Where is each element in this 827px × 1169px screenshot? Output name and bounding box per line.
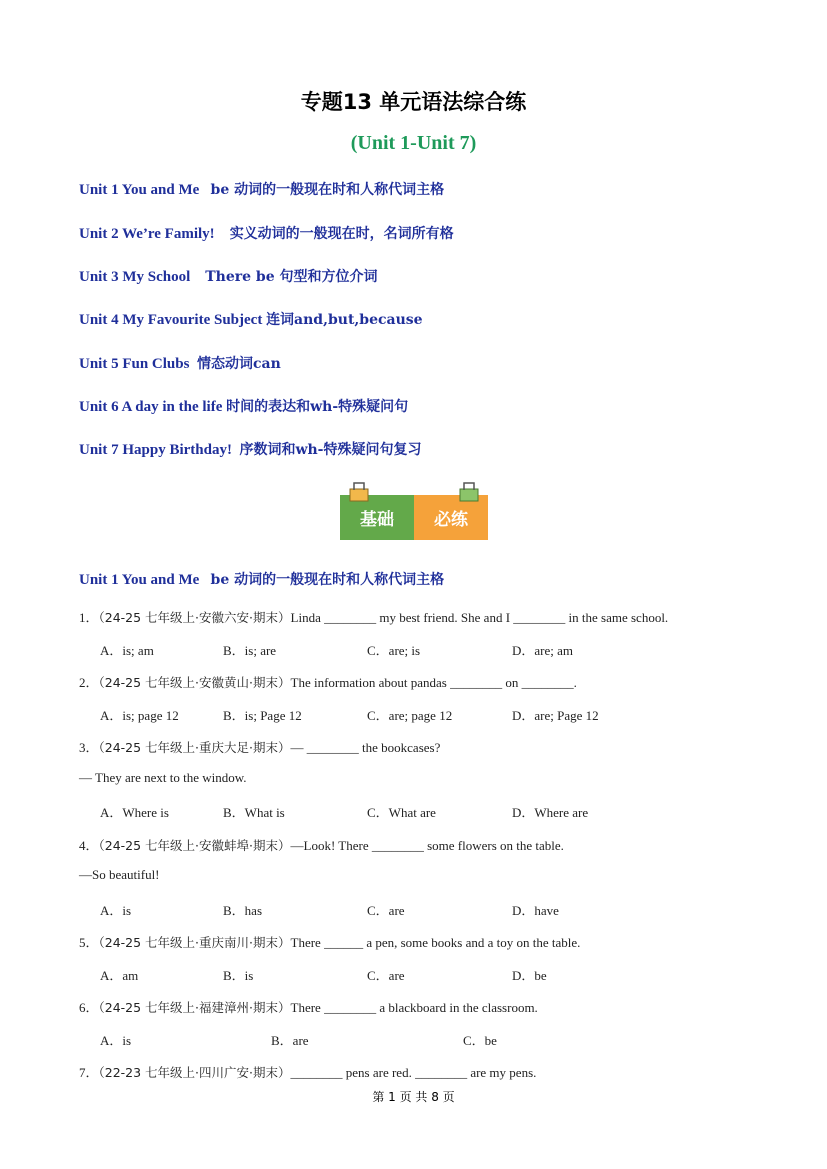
question-7: 7．（22-23 七年级上·四川广安·期末）________ pens are red. ________ are my pens. <box>79 1065 537 1080</box>
option-c: C．are <box>367 968 405 983</box>
option-d: D．have <box>512 903 559 918</box>
question-4: 4．（24-25 七年级上·安徽蚌埠·期末）—Look! There ________ some flowers on the table. <box>79 838 564 853</box>
binder-clip-icon <box>346 481 372 503</box>
question-4-reply: —So beautiful! <box>79 867 160 882</box>
page-subtitle: (Unit 1-Unit 7) <box>350 132 477 154</box>
question-2: 2．（24-25 七年级上·安徽黄山·期末）The information about pandas ________ on ________. <box>79 675 577 690</box>
page-number: 第 1 页 共 8 页 <box>372 1090 455 1104</box>
option-d: D．are; Page 12 <box>512 708 599 723</box>
question-6: 6．（24-25 七年级上·福建漳州·期末）There ________ a blackboard in the classroom. <box>79 1000 538 1015</box>
option-a: A．is; page 12 <box>100 708 179 723</box>
binder-clip-icon <box>456 481 482 503</box>
badge-left-label: 基础 <box>340 495 414 540</box>
option-c: C．are; page 12 <box>367 708 453 723</box>
question-3-reply: — They are next to the window. <box>79 770 247 785</box>
option-b: B．is; are <box>223 643 277 658</box>
page-title: 专题13 单元语法综合练 <box>300 90 527 114</box>
option-c: C．What are <box>367 805 436 820</box>
practice-badge <box>340 495 488 540</box>
option-c: C．are; is <box>367 643 421 658</box>
option-b: B．is; Page 12 <box>223 708 302 723</box>
badge-right-label: 必练 <box>414 495 488 540</box>
section-heading: Unit 1 You and Me be 动词的一般现在时和人称代词主格 <box>79 572 445 588</box>
unit-heading-2: Unit 2 We’re Family! 实义动词的一般现在时，名词所有格 <box>79 226 454 242</box>
question-5: 5．（24-25 七年级上·重庆南川·期末）There ______ a pen, some books and a toy on the table. <box>79 935 581 950</box>
option-d: D．be <box>512 968 547 983</box>
option-a: A．Where is <box>100 805 169 820</box>
option-d: D．are; am <box>512 643 574 658</box>
question-1: 1．（24-25 七年级上·安徽六安·期末）Linda ________ my best friend. She and I ________ in the same school. <box>79 610 669 625</box>
option-c: C．are <box>367 903 405 918</box>
unit-heading-7: Unit 7 Happy Birthday! 序数词和wh-特殊疑问句复习 <box>79 442 422 458</box>
unit-heading-5: Unit 5 Fun Clubs 情态动词can <box>79 356 281 372</box>
unit-heading-1: Unit 1 You and Me be 动词的一般现在时和人称代词主格 <box>79 182 445 198</box>
question-3: 3．（24-25 七年级上·重庆大足·期末）— ________ the bookcases? <box>79 740 441 755</box>
option-a: A．am <box>100 968 139 983</box>
option-d: D．Where are <box>512 805 589 820</box>
unit-heading-6: Unit 6 A day in the life 时间的表达和wh-特殊疑问句 <box>79 399 409 415</box>
option-a: A．is; am <box>100 643 154 658</box>
option-a: A．is <box>100 903 132 918</box>
option-b: B．is <box>223 968 254 983</box>
option-b: B．are <box>271 1033 309 1048</box>
option-b: B．What is <box>223 805 285 820</box>
option-c: C．be <box>463 1033 497 1048</box>
option-a: A．is <box>100 1033 132 1048</box>
option-b: B．has <box>223 903 263 918</box>
unit-heading-4: Unit 4 My Favourite Subject 连词and,but,because <box>79 312 423 328</box>
unit-heading-3: Unit 3 My School There be 句型和方位介词 <box>79 269 378 285</box>
